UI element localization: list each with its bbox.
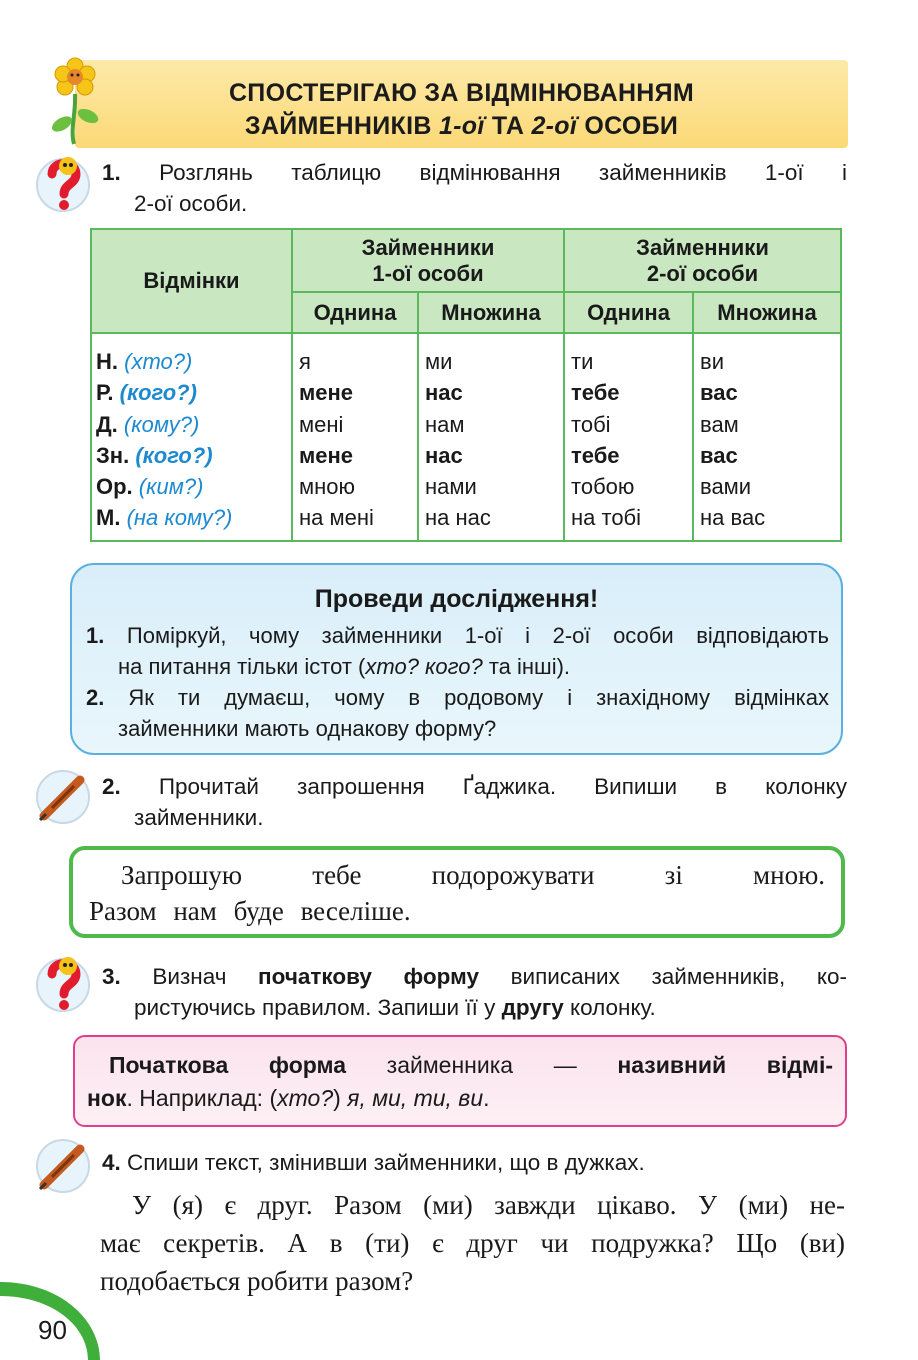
second-plural-column: ви вас вам вас вами на вас	[693, 333, 841, 541]
section-header	[75, 60, 848, 148]
flower-icon	[46, 54, 104, 146]
header-plural-1: Множина	[418, 292, 564, 333]
pen-icon	[34, 1137, 92, 1195]
case-row: Р. (кого?)	[96, 380, 197, 406]
header-plural-2: Множина	[693, 292, 841, 333]
research-box	[70, 563, 843, 755]
task1-text: 1. Розглянь таблицю відмінювання займенників 1-ої і 2-ої особи.	[102, 160, 847, 216]
rule-line1: Початкова форма займенника — називний відмі-	[109, 1052, 833, 1078]
research-item-1: 1. Поміркуй, чому займенники 1-ої і 2-ої особи відповідають на питання тільки істот (хто? кого? та інші).	[86, 623, 829, 679]
research-item-2: 2. Як ти думаєш, чому в родовому і знахідному відмінках займенники мають однакову форму?	[86, 685, 829, 741]
second-singular-column: ти тебе тобі тебе тобою на тобі	[564, 333, 693, 541]
first-plural-column: ми нас нам нас нами на нас	[418, 333, 564, 541]
task3-text: 3. Визнач початкову форму виписаних займенників, ко- ристуючись правилом. Запиши її у другу колонку.	[102, 964, 848, 1020]
pronoun-declension-table	[90, 228, 842, 542]
rule-box	[73, 1035, 847, 1127]
header-title-line1: СПОСТЕРІГАЮ ЗА ВІДМІНЮВАННЯМ	[228, 79, 695, 107]
table-body-row	[91, 333, 841, 541]
question-mascot-icon	[34, 152, 92, 214]
task4-exercise-text: У (я) є друг. Разом (ми) завжди цікаво. У (ми) не- має секретів. А в (ти) є друг чи подружка? Що (ви) подобається робити разом?	[100, 1190, 845, 1296]
question-mascot-icon	[34, 952, 92, 1014]
invitation-box	[69, 846, 845, 938]
header-cases: Відмінки	[91, 229, 292, 333]
case-row: Н. (хто?)	[96, 349, 193, 374]
rule-line2: нок. Наприклад: (хто?) я, ми, ти, ви.	[87, 1085, 490, 1111]
case-row: Д. (кому?)	[96, 411, 200, 437]
task2-text: 2. Прочитай запрошення Ґаджика. Випиши в колонку займенники.	[102, 774, 847, 830]
header-title-line2: ЗАЙМЕННИКІВ 1-ої ТА 2-ої ОСОБИ	[244, 112, 679, 140]
invitation-line2: Разом нам буде веселіше.	[89, 896, 411, 926]
header-singular-2: Однина	[564, 292, 693, 333]
pen-icon	[34, 768, 92, 826]
header-second-person: Займенники 2-ої особи	[564, 229, 841, 292]
invitation-line1: Запрошую тебе подорожувати зі мною.	[121, 860, 825, 890]
case-row: Ор. (ким?)	[96, 474, 204, 500]
first-singular-column: я мене мені мене мною на мені	[292, 333, 418, 541]
header-first-person: Займенники 1-ої особи	[292, 229, 564, 292]
case-row: Зн. (кого?)	[96, 442, 213, 468]
cases-column	[91, 333, 292, 541]
research-title: Проведи дослідження!	[314, 585, 599, 613]
task4-instruction: 4. Спиши текст, змінивши займенники, що в дужках.	[102, 1150, 645, 1175]
page-number: 90	[38, 1315, 67, 1345]
header-singular-1: Однина	[292, 292, 418, 333]
case-row: М. (на кому?)	[96, 505, 233, 531]
